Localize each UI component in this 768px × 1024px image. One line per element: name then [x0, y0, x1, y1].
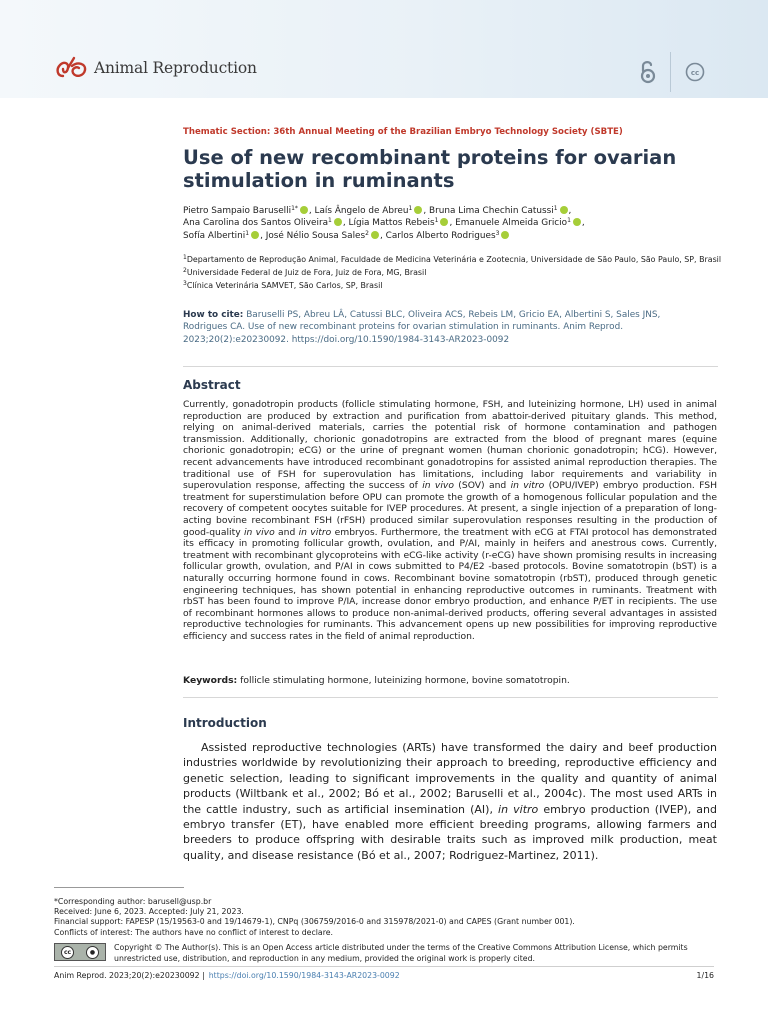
- page-footer: [54, 971, 714, 980]
- footer-doi-link[interactable]: https://doi.org/10.1590/1984-3143-AR2023-0092: [208, 971, 400, 980]
- cc-by-badge-icon[interactable]: [54, 943, 106, 961]
- author-name: Lígia Mattos Rebeis: [348, 218, 435, 229]
- open-access-icon[interactable]: [640, 60, 656, 84]
- license-text: Copyright © The Author(s). This is an Open Access article distributed under the terms of the Creative Commons Attribution License, which permits unrestricted use, distribution, and reproduction in any medium, provided the original work is properly cited.: [114, 943, 688, 963]
- introduction-text: [183, 740, 717, 863]
- affiliation-sup: 2: [183, 267, 187, 275]
- conflicts-of-interest: Conflicts of interest: The authors have no conflict of interest to declare.: [54, 927, 334, 937]
- creative-commons-icon[interactable]: [685, 62, 705, 82]
- footer-citation: Anim Reprod. 2023;20(2):e20230092 |: [54, 971, 205, 980]
- italic-term: in vitro: [298, 526, 332, 538]
- text-run: Assisted reproductive technologies (ARTs) have transformed the dairy and beef production industries worldwide by revolutionizing their approach to breeding, reproductive efficiency and genetic selection, leading to significant improvements in the quality and quantity of animal products (Wiltbank et al., 2002; Bó et al., 2002; Baruselli et al., 2004c). The most used ARTs in the cattle industry, such as artificial insemination (AI),: [183, 741, 717, 816]
- orcid-icon[interactable]: [414, 206, 422, 214]
- keywords-label: Keywords:: [183, 675, 238, 686]
- journal-name: Animal Reproduction: [94, 59, 257, 77]
- journal-logo-mark-icon: [54, 54, 90, 82]
- corresponding-author[interactable]: *Corresponding author: barusell@usp.br: [54, 897, 212, 906]
- how-to-cite: [183, 309, 703, 346]
- footnotes: [54, 897, 714, 938]
- page-number: 1/16: [696, 971, 714, 980]
- affiliation-item: [183, 279, 723, 292]
- author-affiliation-sup: 1: [328, 217, 332, 225]
- author-name: Bruna Lima Chechin Catussi: [429, 206, 554, 216]
- orcid-icon[interactable]: [334, 218, 342, 226]
- orcid-icon[interactable]: [251, 231, 259, 239]
- footnote-rule: [54, 887, 184, 888]
- text-run: (OPU/IVEP) embryo production. FSH treatment for superstimulation before OPU can promote the growth of a homogenous follicular population and the recovery of competent oocytes suitable for IVEP procedures. At present, a single injection of a preparation of long-acting bovine recombinant FSH (rFSH) produced similar superovulation responses resulting in the production of good-quality: [183, 480, 717, 538]
- header-separator: [670, 52, 671, 92]
- author-name: Sofía Albertini: [183, 230, 246, 241]
- orcid-icon[interactable]: [371, 231, 379, 239]
- how-to-cite-label: How to cite:: [183, 310, 244, 320]
- author-affiliation-sup: 3: [495, 229, 500, 237]
- author-affiliation-sup: 1*: [291, 205, 298, 212]
- orcid-icon[interactable]: [501, 231, 509, 239]
- italic-term: in vivo: [243, 526, 275, 538]
- affiliation-sup: 3: [183, 280, 187, 288]
- attribution-person-icon: ●: [86, 946, 99, 959]
- abstract-heading: Abstract: [183, 378, 241, 392]
- how-to-cite-text[interactable]: Baruselli PS, Abreu LÂ, Catussi BLC, Oliveira ACS, Rebeis LM, Gricio EA, Albertini S, Sales JNS, Rodrigues CA. Use of new recombinant proteins for ovarian stimulation in ruminants. Anim Reprod. 2023;20(2):e20230092. https://doi.org/10.1590/1984-3143-AR2023-0092: [183, 310, 661, 345]
- abstract-text: [183, 399, 717, 642]
- text-run: and: [274, 526, 299, 538]
- affiliation-list: [183, 253, 723, 293]
- italic-term: in vivo: [422, 480, 454, 492]
- text-run: Currently, gonadotropin products (follicle stimulating hormone, FSH, and luteinizing hormone, LH) used in animal reproduction are produced by extraction and purification from abattoir-derived pituitary glands. This method, relying on animal-derived materials, carries the potential risk of hormone contamination and pathogen transmission. Additionally, chorionic gonadotropins are extracted from the blood of pregnant mares (equine chorionic gonadotropin; eCG) or the urine of pregnant women (human chorionic gonadotropin; hCG). However, recent advancements have introduced recombinant gonadotropins for assisted animal reproduction therapies. The traditional use of FSH for superovulation has limitations, including labor requirements and variability in superovulation response, affecting the success of: [183, 399, 717, 492]
- author-affiliation-sup: 1: [245, 229, 250, 237]
- author-name: Ana Carolina dos Santos Oliveira: [183, 218, 329, 229]
- header-icons: [640, 52, 705, 92]
- introduction-heading: Introduction: [183, 716, 267, 730]
- article-title: Use of new recombinant proteins for ovarian stimulation in ruminants: [183, 146, 677, 192]
- author-name: Emanuele Almeida Gricio: [455, 218, 568, 229]
- journal-header: [0, 0, 768, 98]
- affiliation-text: Clínica Veterinária SAMVET, São Carlos, SP, Brasil: [186, 281, 383, 291]
- affiliation-text: Departamento de Reprodução Animal, Faculdade de Medicina Veterinária e Zootecnia, Universidade de São Paulo, São Paulo, SP, Brasil: [186, 255, 722, 264]
- keywords: [183, 675, 717, 686]
- orcid-icon[interactable]: [300, 206, 308, 214]
- text-run: (SOV) and: [453, 480, 511, 492]
- author-list: Pietro Sampaio Baruselli$^{1*}$ , Laís Ângelo de Abreu$^1$ , Bruna Lima Chechin Catussi$^1$ , Ana Carolina dos Santos Oliveira$^1$ , Lígia Mattos Rebeis$^1$ , Emanuele Almeida Gricio$^1$ , Sofía Albertini$^1$ , José Nélio Sousa Sales$^2$ , Carlos Alberto Rodrigues$^3$: [183, 205, 585, 241]
- author-affiliation-sup: 1: [434, 217, 439, 225]
- author-name: Laís Ângelo de Abreu: [314, 206, 409, 216]
- financial-support: Financial support: FAPESP (15/19563-0 and 19/14679-1), CNPq (306759/2016-0 and 315978/2021-0) and CAPES (Grant number 001).: [54, 917, 575, 927]
- text-run: embryo production (IVEP), and embryo transfer (ET), have enabled more efficient breeding programs, allowing farmers and breeders to produce offspring with desirable traits such as improved milk production, meat quality, and disease resistance (Bó et al., 2007; Rodriguez-Martinez, 2011).: [183, 802, 717, 862]
- author-affiliation-sup: 2: [365, 229, 369, 237]
- affiliation-text: Universidade Federal de Juiz de Fora, Juiz de Fora, MG, Brasil: [186, 268, 427, 278]
- license-row: [54, 943, 714, 964]
- author-name: Carlos Alberto Rodrigues: [385, 230, 496, 241]
- author-name: José Nélio Sousa Sales: [265, 230, 366, 241]
- author-affiliation-sup: 1: [408, 205, 413, 212]
- italic-term: in vitro: [510, 480, 545, 492]
- svg-text:cc: cc: [690, 69, 700, 77]
- italic-term: in vitro: [498, 802, 539, 816]
- affiliation-sup: 1: [183, 254, 187, 261]
- journal-logo[interactable]: [54, 54, 257, 82]
- orcid-icon[interactable]: [573, 218, 581, 226]
- footer-rule: [54, 966, 714, 967]
- author-name: Pietro Sampaio Baruselli: [183, 206, 292, 216]
- text-run: embryos. Furthermore, the treatment with eCG at FTAI protocol has demonstrated its efficacy in promoting follicular growth, ovulation, and P/AI, mainly in heifers and anestrous cows. Currently, treatment with recombinant glycoproteins with eCG-like activity (r-eCG) have shown promising results in increasing follicular growth, ovulation, and P/AI in cows submitted to P4/E2 -based protocols. Bovine somatotropin (bST) is a naturally occurring hormone found in cows. Recombinant bovine somatotropin (rbST), produced through genetic engineering techniques, has shown potential in enhancing reproductive outcomes in ruminants. Treatment with rbST has been found to improve P/IA, increase donor embryo production, and enhance P/ET in recipients. The use of recombinant hormones allows to produce non-animal-derived products, offering several advantages in assisted reproductive technologies for ruminants. This advancement opens up new possibilities for improving reproductive efficiency and success rates in the field of animal reproduction.: [183, 526, 717, 642]
- author-affiliation-sup: 1: [553, 205, 558, 212]
- cc-circle-icon: cc: [61, 946, 74, 959]
- orcid-icon[interactable]: [560, 206, 568, 214]
- affiliation-item: [183, 253, 723, 266]
- keywords-text: follicle stimulating hormone, luteinizing hormone, bovine somatotropin.: [240, 675, 570, 686]
- orcid-icon[interactable]: [440, 218, 448, 226]
- author-affiliation-sup: 1: [567, 217, 571, 225]
- received-accepted-dates: Received: June 6, 2023. Accepted: July 21, 2023.: [54, 907, 244, 917]
- affiliation-item: [183, 266, 723, 279]
- thematic-section-label: Thematic Section: 36th Annual Meeting of the Brazilian Embryo Technology Society (SBTE): [183, 127, 623, 137]
